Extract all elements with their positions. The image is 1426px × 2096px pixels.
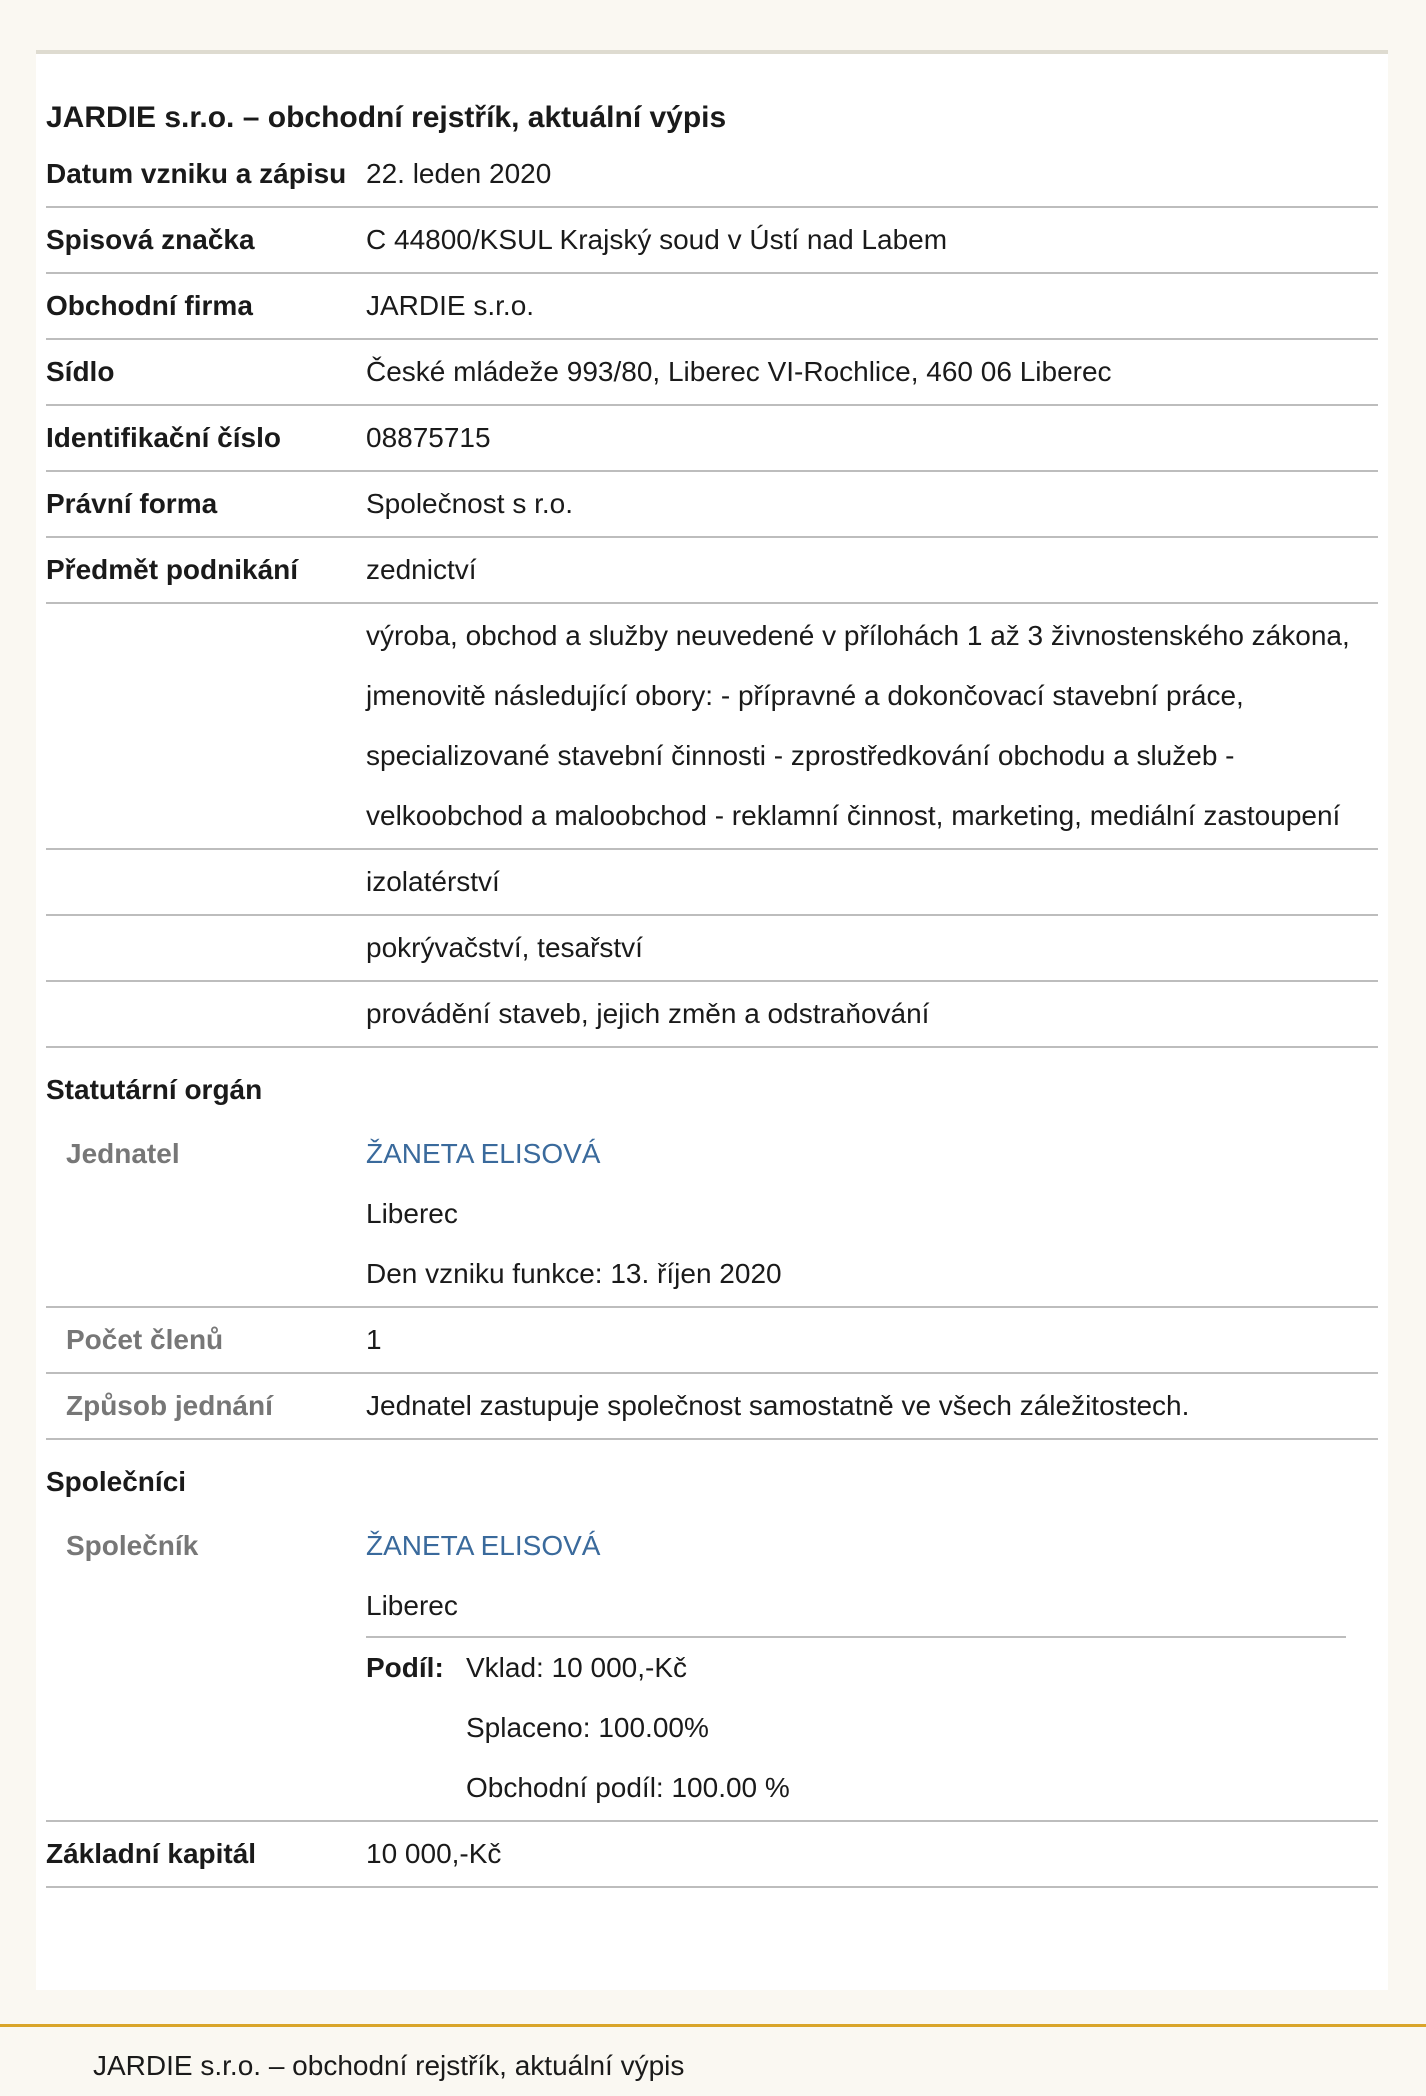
value-spisova-znacka: C 44800/KSUL Krajský soud v Ústí nad Labem xyxy=(366,207,1378,273)
row-predmet-1 xyxy=(46,537,1378,603)
row-statutarni-organ-heading xyxy=(46,1047,1378,1122)
row-sidlo xyxy=(46,339,1378,405)
row-predmet-4 xyxy=(46,915,1378,981)
share-vklad: Vklad: 10 000,-Kč xyxy=(466,1652,688,1683)
register-card xyxy=(36,50,1388,1990)
row-predmet-5 xyxy=(46,981,1378,1047)
label-spisova-znacka: Spisová značka xyxy=(46,207,366,273)
row-spolecnik xyxy=(46,1514,1378,1821)
row-predmet-2 xyxy=(46,603,1378,849)
value-obchodni-firma: JARDIE s.r.o. xyxy=(366,273,1378,339)
label-pocet-clenu: Počet členů xyxy=(46,1307,366,1373)
register-table xyxy=(46,142,1378,1888)
predmet-item: pokrývačství, tesařství xyxy=(366,915,1378,981)
spolecnik-city: Liberec xyxy=(366,1590,458,1621)
value-ico: 08875715 xyxy=(366,405,1378,471)
share-obchodni-podil: Obchodní podíl: 100.00 % xyxy=(466,1772,790,1803)
row-predmet-3 xyxy=(46,849,1378,915)
label-predmet-podnikani: Předmět podnikání xyxy=(46,537,366,603)
page-title: JARDIE s.r.o. – obchodní rejstřík, aktuální výpis xyxy=(46,101,727,134)
value-zakladni-kapital: 10 000,-Kč xyxy=(366,1821,1378,1887)
jednatel-city: Liberec xyxy=(366,1198,458,1229)
row-zakladni-kapital xyxy=(46,1821,1378,1887)
row-zpusob-jednani xyxy=(46,1373,1378,1439)
section-heading-spolecnici: Společníci xyxy=(46,1466,187,1497)
predmet-item: provádění staveb, jejich změn a odstraňování xyxy=(366,981,1378,1047)
jednatel-details xyxy=(366,1122,1378,1307)
label-sidlo: Sídlo xyxy=(46,339,366,405)
spolecnik-details xyxy=(366,1514,1378,1821)
spolecnik-share xyxy=(366,1636,1346,1818)
label-datum-vzniku: Datum vzniku a zápisu xyxy=(46,142,366,207)
label-obchodni-firma: Obchodní firma xyxy=(46,273,366,339)
share-splaceno: Splaceno: 100.00% xyxy=(466,1712,709,1743)
jednatel-since: Den vzniku funkce: 13. říjen 2020 xyxy=(366,1258,782,1289)
share-details xyxy=(466,1638,790,1818)
label-zakladni-kapital: Základní kapitál xyxy=(46,1821,366,1887)
row-spolecnici-heading xyxy=(46,1439,1378,1514)
row-ico xyxy=(46,405,1378,471)
predmet-item: výroba, obchod a služby neuvedené v přílohách 1 až 3 živnostenského zákona, jmenovitě následující obory: - přípravné a dokončovací stavební práce, specializované stavební činnosti - zprostředkování obchodu a služeb - velkoobchod a maloobchod - reklamní činnost, marketing, mediální zastoupení xyxy=(366,603,1378,849)
value-pocet-clenu: 1 xyxy=(366,1307,1378,1373)
share-label: Podíl: xyxy=(366,1652,444,1683)
label-ico: Identifikační číslo xyxy=(46,405,366,471)
predmet-item: izolatérství xyxy=(366,849,1378,915)
row-spisova-znacka xyxy=(46,207,1378,273)
section-heading-statutarni-organ: Statutární orgán xyxy=(46,1074,263,1105)
jednatel-name-link[interactable]: ŽANETA ELISOVÁ xyxy=(366,1138,601,1169)
value-sidlo: České mládeže 993/80, Liberec VI-Rochlice, 460 06 Liberec xyxy=(366,339,1378,405)
label-zpusob-jednani: Způsob jednání xyxy=(46,1373,366,1439)
label-jednatel: Jednatel xyxy=(46,1122,366,1307)
spolecnik-name-link[interactable]: ŽANETA ELISOVÁ xyxy=(366,1530,601,1561)
footer xyxy=(0,2024,1426,2096)
predmet-item: zednictví xyxy=(366,537,1378,603)
label-pravni-forma: Právní forma xyxy=(46,471,366,537)
row-obchodni-firma xyxy=(46,273,1378,339)
value-datum-vzniku: 22. leden 2020 xyxy=(366,142,1378,207)
row-jednatel xyxy=(46,1122,1378,1307)
row-pravni-forma xyxy=(46,471,1378,537)
value-zpusob-jednani: Jednatel zastupuje společnost samostatně ve všech záležitostech. xyxy=(366,1373,1378,1439)
value-pravni-forma: Společnost s r.o. xyxy=(366,471,1378,537)
footer-text: JARDIE s.r.o. – obchodní rejstřík, aktuální výpis xyxy=(93,2050,685,2081)
row-pocet-clenu xyxy=(46,1307,1378,1373)
label-spolecnik: Společník xyxy=(46,1514,366,1821)
row-datum-vzniku xyxy=(46,142,1378,207)
